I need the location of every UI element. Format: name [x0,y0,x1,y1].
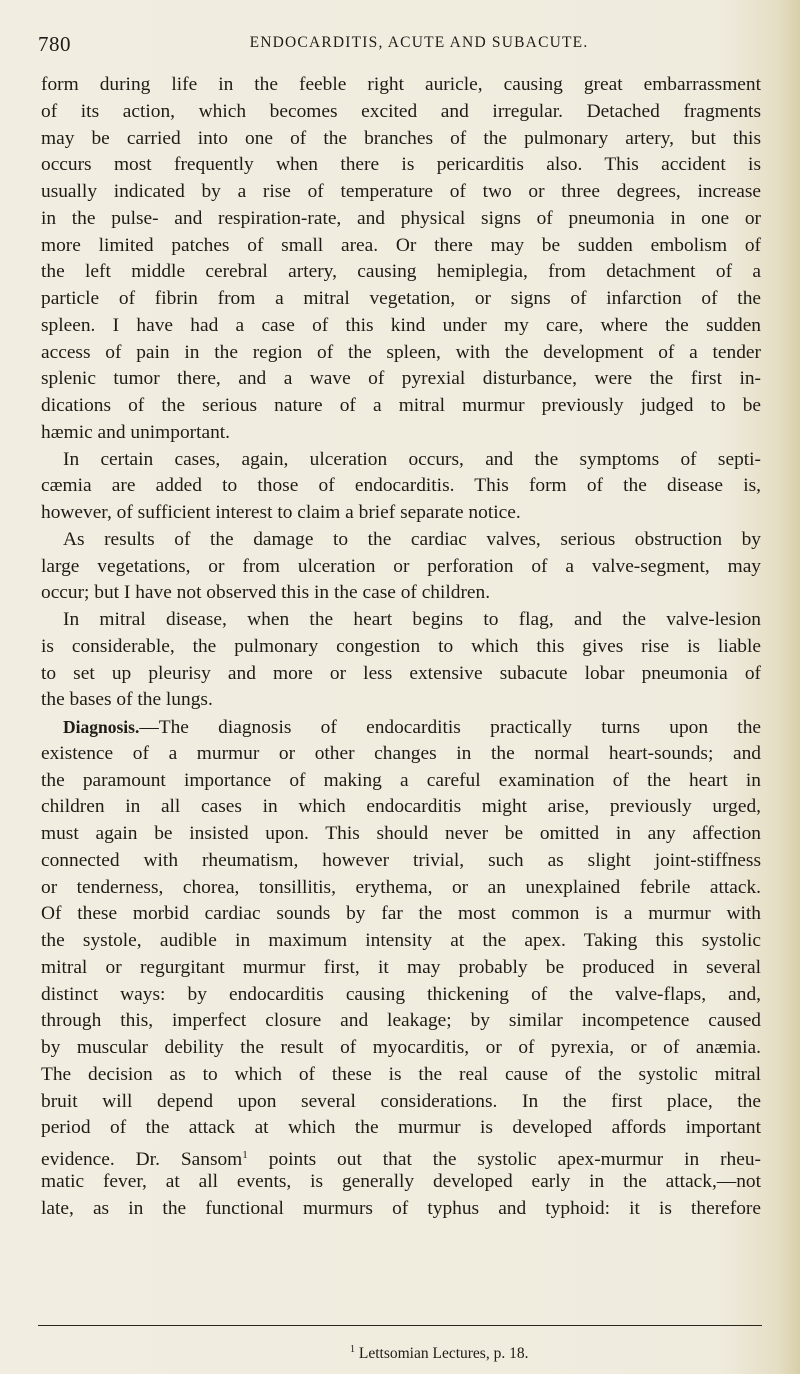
text-line: cæmia are added to those of endocarditis. This form of the disease is, [41,475,761,497]
footnote-text: Lettsomian Lectures, p. 18. [358,1345,529,1362]
text-line: connected with rheumatism, however trivial, such as slight joint-stiffness [41,849,761,871]
text-line [41,714,761,741]
text-line: however, of sufficient interest to claim a brief separate notice. [41,502,521,523]
text-line: period of the attack at which the murmur is developed affords important [41,1117,761,1139]
text-line: the bases of the lungs. [41,689,213,711]
page-number: 780 [38,32,71,56]
text-line: must again be insisted upon. This should never be omitted in any affection [41,823,761,844]
text-line: to set up pleurisy and more or less extensive subacute lobar pneumonia of [41,662,761,684]
text-line: the left middle cerebral artery, causing hemiplegia, from detachment of a [41,261,761,283]
text-line: Of these morbid cardiac sounds by far the most common is a murmur with [41,903,761,925]
text-line: late, as in the functional murmurs of typhus and typhoid: it is therefore [41,1197,761,1219]
text-line: usually indicated by a rise of temperature of two or three degrees, increase [41,181,761,202]
text-line: occurs most frequently when there is pericarditis also. This accident is [41,154,761,176]
text-line: matic fever, at all events, is generally developed early in the attack,—not [41,1170,761,1192]
text-line: In certain cases, again, ulceration occurs, and the symptoms of septi- [63,448,761,470]
text-line: the paramount importance of making a careful examination of the heart in [41,769,761,791]
text-line: form during life in the feeble right auricle, causing great embarrassment [41,74,761,95]
text-line: bruit will depend upon several considerations. In the first place, the [41,1090,761,1112]
page-header [38,32,760,56]
text-line: In mitral disease, when the heart begins to flag, and the valve-lesion [63,609,761,630]
text-line: is considerable, the pulmonary congestion to which this gives rise is liable [41,635,761,657]
text-line: distinct ways: by endocarditis causing thickening of the valve-flaps, and, [41,983,761,1005]
footnote-divider [38,1325,762,1326]
text-line: existence of a murmur or other changes in the normal heart-sounds; and [41,742,761,764]
text-line: occur; but I have not observed this in the case of children. [41,582,491,604]
diagnosis-heading: Diagnosis. [63,717,140,737]
text-line: children in all cases in which endocarditis might arise, previously urged, [41,796,761,818]
text-line: The decision as to which of these is the real cause of the systolic mitral [41,1063,761,1085]
footnote-marker: 1 [350,1344,355,1355]
text-line: As results of the damage to the cardiac valves, serious obstruction by [63,528,761,550]
text-line: mitral or regurgitant murmur first, it may probably be produced in several [41,956,761,978]
text-run: evidence. Dr. Sansom [41,1149,243,1170]
text-line: dications of the serious nature of a mitral murmur previously judged to be [41,395,761,416]
text-line: hæmic and unimportant. [41,421,231,443]
text-line: of its action, which becomes excited and irregular. Detached fragments [41,100,761,122]
text-run: points out that the systolic apex-murmur in rheu- [247,1149,762,1170]
text-line: splenic tumor there, and a wave of pyrexial disturbance, were the first in- [41,368,761,390]
text-line: through this, imperfect closure and leakage; by similar incompetence caused [41,1010,761,1032]
text-line: in the pulse- and respiration-rate, and physical signs of pneumonia in one or [41,207,761,229]
text-line [41,1142,761,1169]
text-line: spleen. I have had a case of this kind under my care, where the sudden [41,314,761,336]
footnote-reference[interactable]: 1 [242,1149,248,1161]
footnote [350,1344,528,1363]
text-line: the systole, audible in maximum intensity at the apex. Taking this systolic [41,930,761,951]
text-line: or tenderness, chorea, tonsillitis, erythema, or an unexplained febrile attack. [41,876,761,898]
text-line: access of pain in the region of the spleen, with the development of a tender [41,341,761,363]
text-run: —The diagnosis of endocarditis practically turns upon the [139,717,761,738]
text-line: may be carried into one of the branches of the pulmonary artery, but this [41,127,761,149]
body-text [41,72,761,1222]
text-line: more limited patches of small area. Or there may be sudden embolism of [41,234,761,256]
text-line: by muscular debility the result of myocarditis, or of pyrexia, or of anæmia. [41,1037,761,1058]
text-line: particle of fibrin from a mitral vegetation, or signs of infarction of the [41,288,761,309]
text-line: large vegetations, or from ulceration or perforation of a valve-segment, may [41,555,761,577]
running-head: ENDOCARDITIS, ACUTE AND SUBACUTE. [249,34,589,51]
